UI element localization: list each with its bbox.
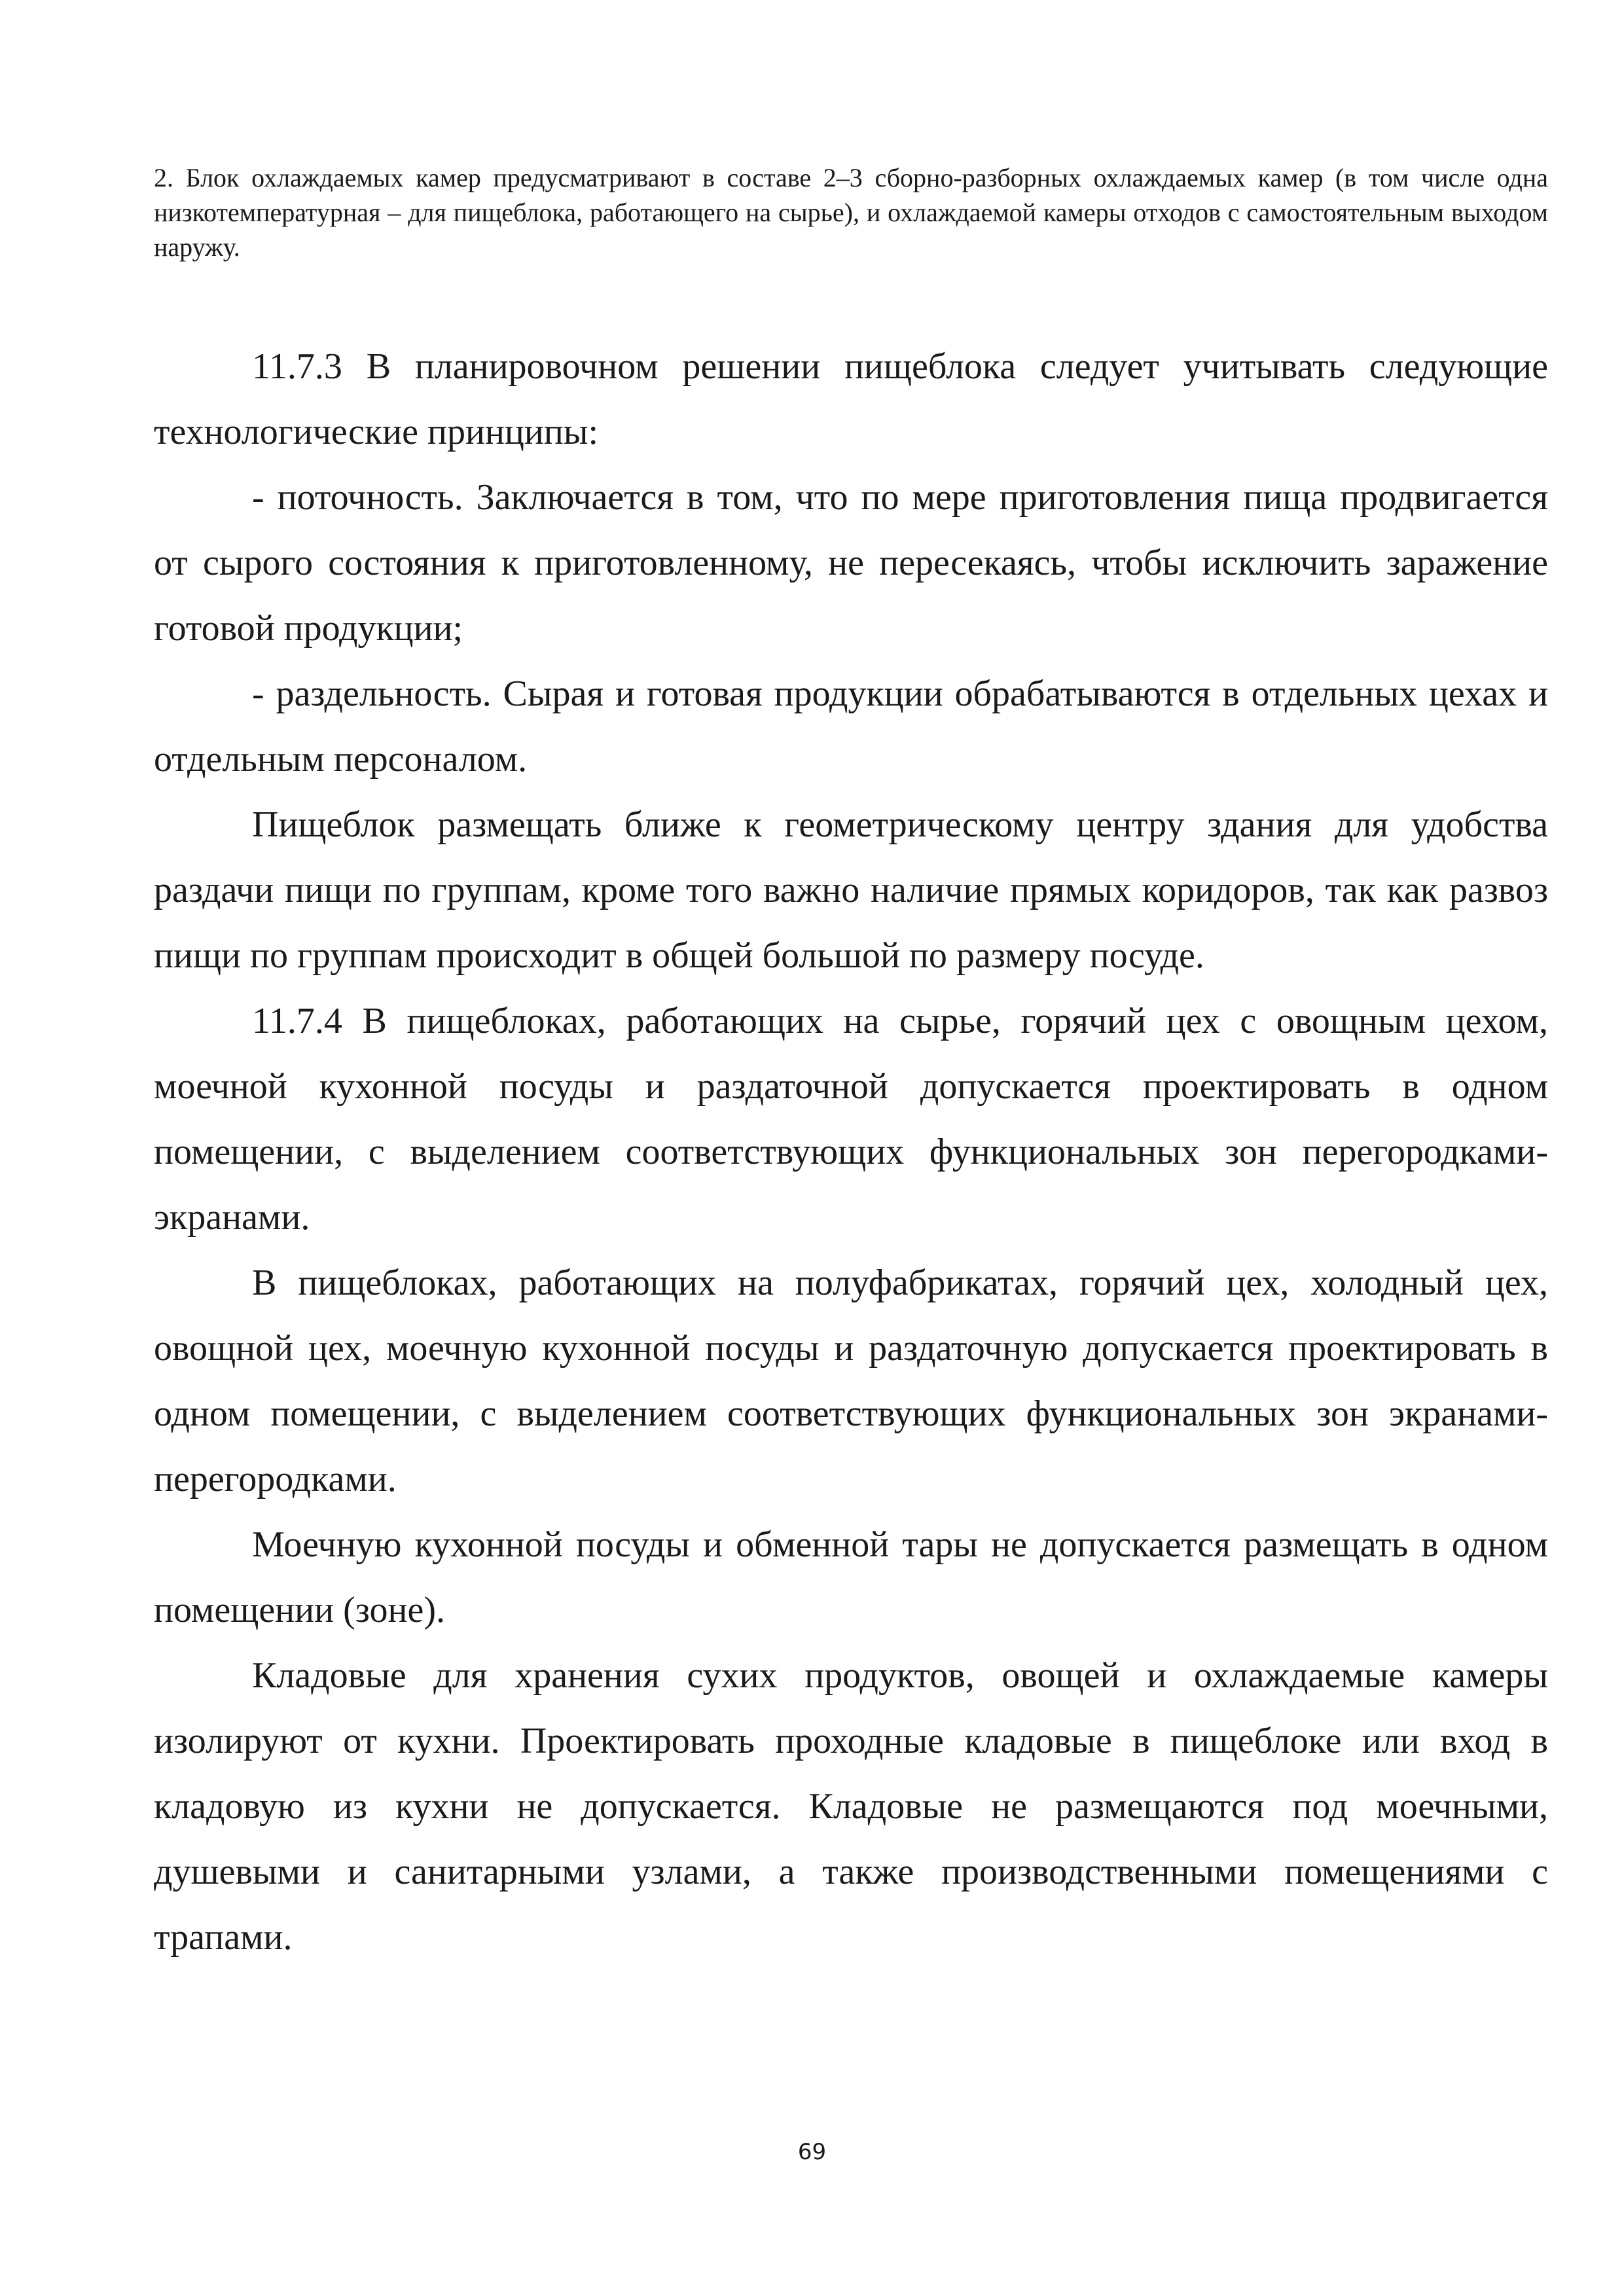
- paragraph-11-7-4: 11.7.4 В пищеблоках, работающих на сырье, горячий цех с овощным цехом, моечной кухонной посуды и раздаточной допускается проектировать в одном помещении, с выделением соответствующих функциональных зон перегородками-экранами.: [154, 1001, 1548, 1238]
- paragraph-semi-finished: В пищеблоках, работающих на полуфабрикатах, горячий цех, холодный цех, овощной цех, моечную кухонной посуды и раздаточную допускается проектировать в одном помещении, с выделением соответствующих функциональных зон экранами-перегородками.: [154, 1263, 1548, 1499]
- paragraph-11-7-3: 11.7.3 В планировочном решении пищеблока следует учитывать следующие технологические принципы:: [154, 346, 1548, 452]
- paragraph-washing-rooms: Моечную кухонной посуды и обменной тары не допускается размещать в одном помещении (зоне).: [154, 1524, 1548, 1630]
- paragraph-kitchen-placement: Пищеблок размещать ближе к геометрическому центру здания для удобства раздачи пищи по группам, кроме того важно наличие прямых коридоров, так как развоз пищи по группам происходит в общей большой по размеру посуде.: [154, 804, 1548, 976]
- note-paragraph: 2. Блок охлаждаемых камер предусматривают в составе 2–3 сборно-разборных охлаждаемых камер (в том числе одна низкотемпературная – для пищеблока, работающего на сырье), и охлаждаемой камеры отходов с самостоятельным выходом наружу.: [154, 163, 1548, 262]
- paragraph-storage-rooms: Кладовые для хранения сухих продуктов, овощей и охлаждаемые камеры изолируют от кухни. Проектировать проходные кладовые в пищеблоке или вход в кладовую из кухни не допускается. Кладовые не размещаются под моечными, душевыми и санитарными узлами, а также производственными помещениями с трапами.: [154, 1655, 1548, 1958]
- paragraph-separation-principle: - раздельность. Сырая и готовая продукции обрабатываются в отдельных цехах и отдельным персоналом.: [154, 673, 1548, 780]
- page-number: 69: [797, 2139, 827, 2165]
- main-text: [154, 334, 1548, 1970]
- paragraph-flow-principle: - поточность. Заключается в том, что по мере приготовления пища продвигается от сырого состояния к приготовленному, не пересекаясь, чтобы исключить заражение готовой продукции;: [154, 477, 1548, 649]
